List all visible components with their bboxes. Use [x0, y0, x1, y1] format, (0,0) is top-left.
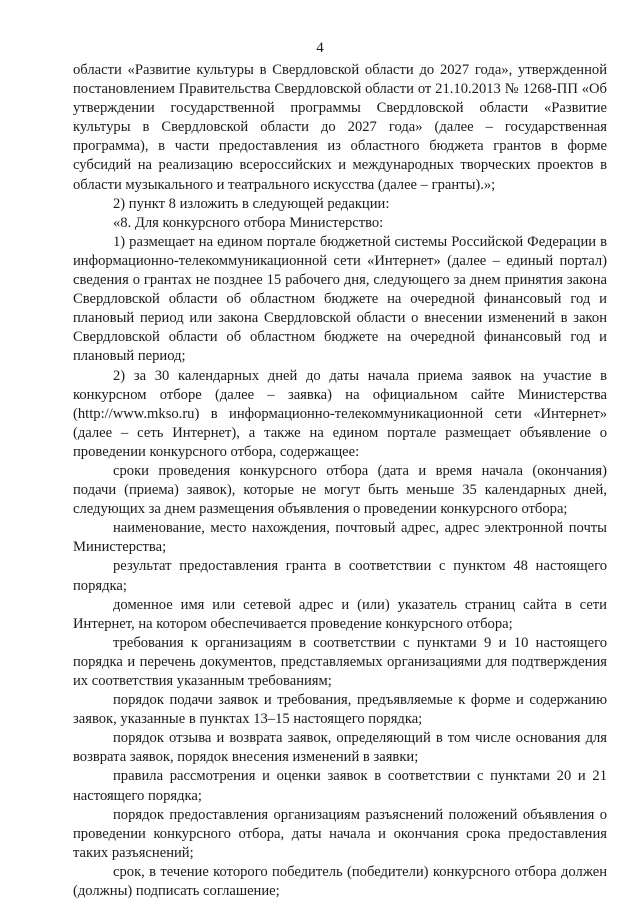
document-body — [73, 61, 607, 901]
paragraph-item-2-intro: 2) пункт 8 изложить в следующей редакции: — [113, 195, 390, 212]
paragraph-domain-name: доменное имя или сетевой адрес и (или) указатель страниц сайта в сети Интернет, на котором обеспечивается проведение конкурсного отбора; — [73, 596, 607, 632]
paragraph-deadlines: сроки проведения конкурсного отбора (дата и время начала (окончания) подачи (приема) заявок), которые не могут быть меньше 35 календарных дней, следующих за днем размещения объявления о проведении конкурсного отбора; — [73, 462, 607, 518]
paragraph-section-8-heading: «8. Для конкурсного отбора Министерство: — [113, 214, 384, 231]
paragraph-agreement-deadline: срок, в течение которого победитель (победители) конкурсного отбора должен (должны) подписать соглашение; — [73, 863, 607, 900]
paragraph-grant-result: результат предоставления гранта в соответствии с пунктом 48 настоящего порядка; — [73, 558, 607, 594]
paragraph-requirements: требования к организациям в соответствии с пунктами 9 и 10 настоящего порядка и перечень документов, представляемых организациями для подтверждения их соответствия указанным требованиям; — [73, 634, 607, 689]
paragraph-clarifications: порядок предоставления организациям разъяснений положений объявления о проведении конкурсного отбора, даты начала и окончания срока предоставления таких разъяснений; — [73, 806, 607, 861]
paragraph-subitem-2: 2) за 30 календарных дней до даты начала приема заявок на участие в конкурсном отборе (далее – заявка) на официальном сайте Министерства (http://www.mkso.ru) в информационно-телекоммуникационной сети «Интернет» (далее – сеть Интернет), а также на едином портале размещает объявление о проведении конкурсного отбора, содержащее: — [73, 367, 607, 460]
paragraph-review-rules: правила рассмотрения и оценки заявок в соответствии с пунктами 20 и 21 настоящего порядка; — [73, 768, 607, 804]
paragraph-continuation: области «Развитие культуры в Свердловской области до 2027 года», утвержденной постановлением Правительства Свердловской области от 21.10.2013 № 1268-ПП «Об утверждении государственной программы Свердловской области «Развитие культуры в Свердловской области до 2027 года» (далее – государственная программа), в части предоставления из областного бюджета грантов в форме субсидий на реализацию всероссийских и международных творческих проектов в области музыкального и театрального искусства (далее – гранты).»; — [73, 62, 607, 193]
paragraph-ministry-contacts: наименование, место нахождения, почтовый адрес, адрес электронной почты Министерства; — [73, 520, 607, 556]
paragraph-subitem-1: 1) размещает на едином портале бюджетной системы Российской Федерации в информационно-телекоммуникационной сети «Интернет» (далее – единый портал) сведения о грантах не позднее 15 рабочего дня, следующего за днем принятия закона Свердловской области об областном бюджете на очередной финансовый год и плановый период или закона Свердловской области о внесении изменений в закон Свердловской области об областном бюджете на очередной финансовый год и плановый период; — [73, 233, 607, 365]
page-number: 4 — [316, 40, 324, 56]
paragraph-application-procedure: порядок подачи заявок и требования, предъявляемые к форме и содержанию заявок, указанные в пунктах 13–15 настоящего порядка; — [73, 692, 607, 728]
paragraph-withdrawal-procedure: порядок отзыва и возврата заявок, определяющий в том числе основания для возврата заявок, порядок внесения изменений в заявки; — [73, 730, 607, 766]
